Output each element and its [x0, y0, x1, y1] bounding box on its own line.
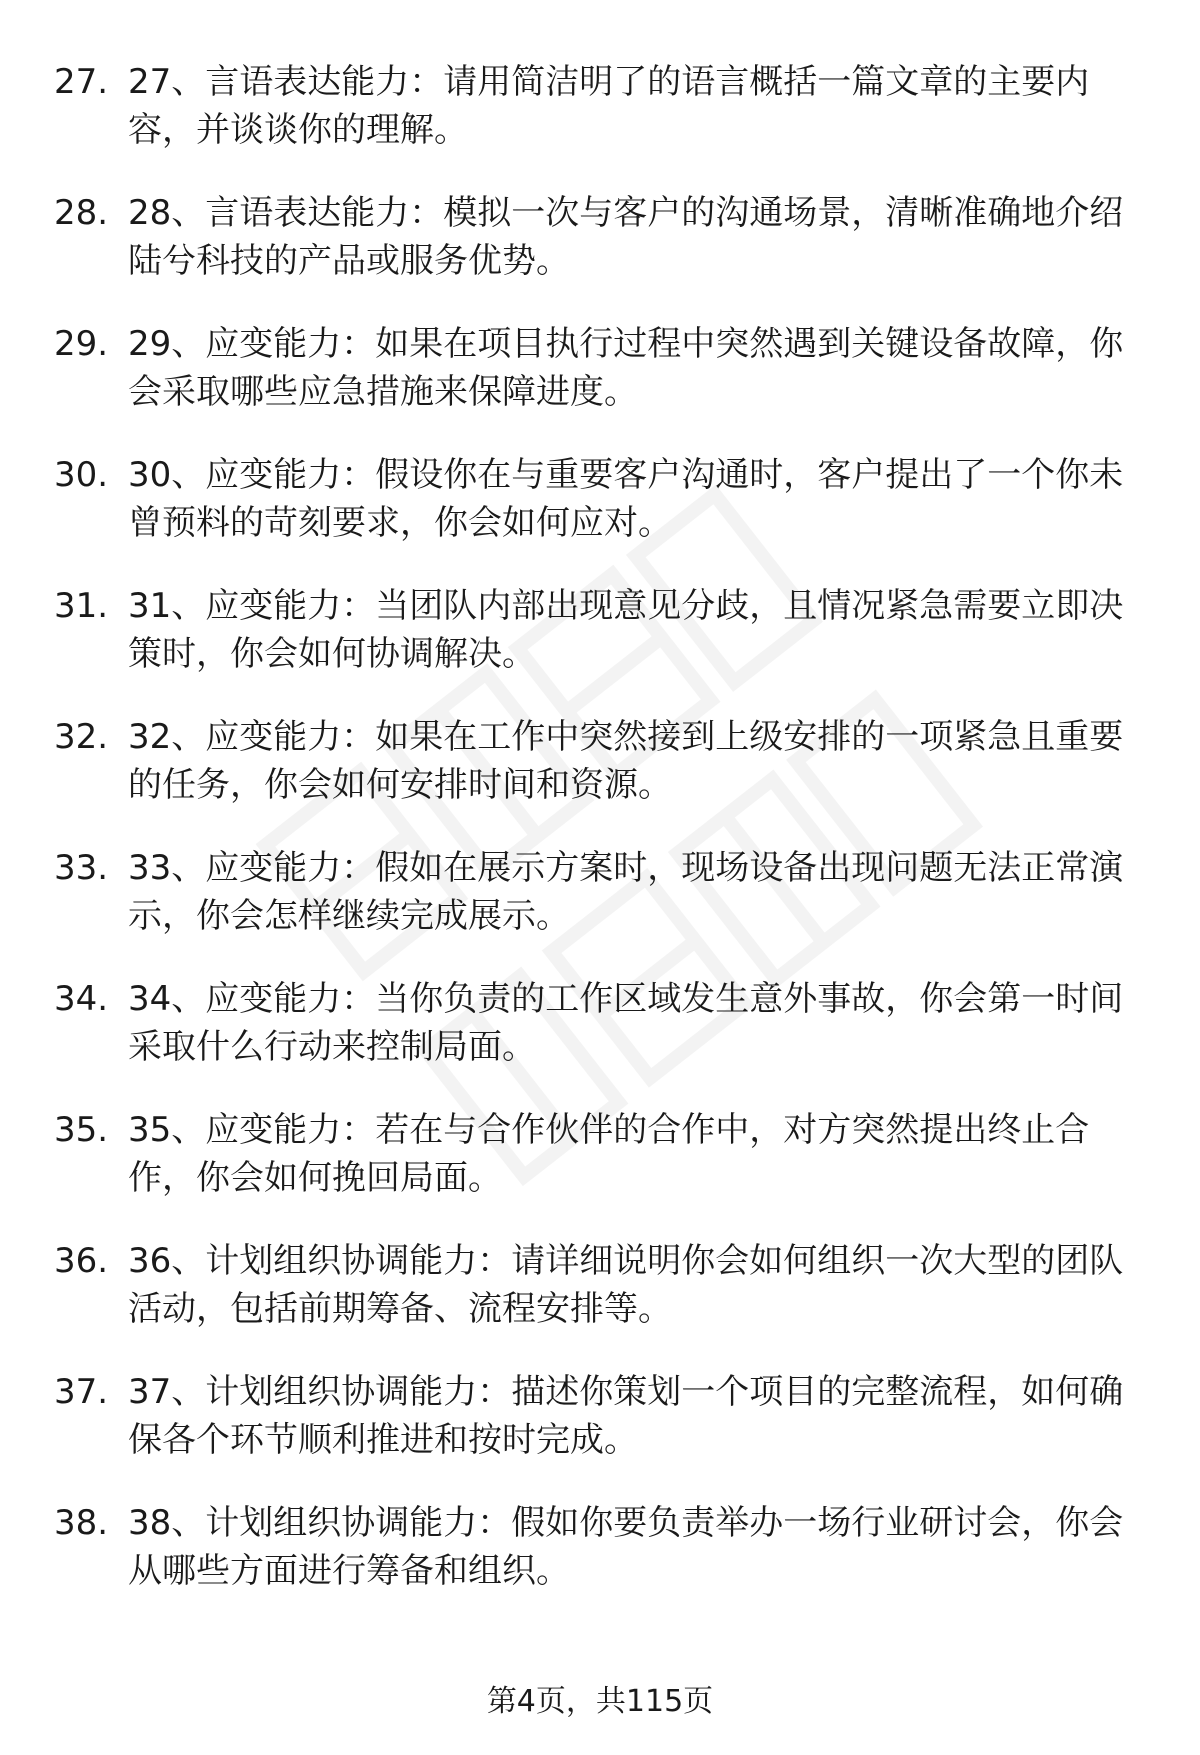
list-item — [0, 1499, 1200, 1630]
question-text: 27、言语表达能力：请用简洁明了的语言概括一篇文章的主要内容，并谈谈你的理解。 — [128, 62, 1090, 150]
question-number: 28. — [54, 193, 109, 233]
question-text: 34、应变能力：当你负责的工作区域发生意外事故，你会第一时间采取什么行动来控制局面。 — [128, 979, 1124, 1067]
question-text: 31、应变能力：当团队内部出现意见分歧，且情况紧急需要立即决策时，你会如何协调解决。 — [128, 586, 1124, 674]
list-item — [0, 713, 1200, 844]
question-text: 28、言语表达能力：模拟一次与客户的沟通场景，清晰准确地介绍陆兮科技的产品或服务优势。 — [128, 193, 1124, 281]
question-text: 29、应变能力：如果在项目执行过程中突然遇到关键设备故障，你会采取哪些应急措施来保障进度。 — [128, 324, 1124, 412]
question-text: 33、应变能力：假如在展示方案时，现场设备出现问题无法正常演示，你会怎样继续完成展示。 — [128, 848, 1124, 936]
list-item — [0, 451, 1200, 582]
question-number: 38. — [54, 1503, 109, 1543]
question-text: 32、应变能力：如果在工作中突然接到上级安排的一项紧急且重要的任务，你会如何安排时间和资源。 — [128, 717, 1124, 805]
question-number: 32. — [54, 717, 109, 757]
question-number: 34. — [54, 979, 109, 1019]
list-item — [0, 1237, 1200, 1368]
question-text: 35、应变能力：若在与合作伙伴的合作中，对方突然提出终止合作，你会如何挽回局面。 — [128, 1110, 1090, 1198]
question-text: 38、计划组织协调能力：假如你要负责举办一场行业研讨会，你会从哪些方面进行筹备和组织。 — [128, 1503, 1124, 1591]
question-list — [0, 58, 1200, 1630]
question-number: 36. — [54, 1241, 109, 1281]
page-footer: 第4页，共115页 — [486, 1684, 714, 1719]
list-item — [0, 582, 1200, 713]
question-text: 36、计划组织协调能力：请详细说明你会如何组织一次大型的团队活动，包括前期筹备、流程安排等。 — [128, 1241, 1124, 1329]
question-number: 27. — [54, 62, 109, 102]
question-number: 33. — [54, 848, 109, 888]
question-number: 29. — [54, 324, 109, 364]
list-item — [0, 58, 1200, 189]
list-item — [0, 320, 1200, 451]
question-number: 31. — [54, 586, 109, 626]
list-item — [0, 1368, 1200, 1499]
list-item — [0, 1106, 1200, 1237]
question-number: 30. — [54, 455, 109, 495]
question-text: 37、计划组织协调能力：描述你策划一个项目的完整流程，如何确保各个环节顺利推进和按时完成。 — [128, 1372, 1124, 1460]
list-item — [0, 189, 1200, 320]
question-number: 37. — [54, 1372, 109, 1412]
question-number: 35. — [54, 1110, 109, 1150]
question-text: 30、应变能力：假设你在与重要客户沟通时，客户提出了一个你未曾预料的苛刻要求，你会如何应对。 — [128, 455, 1124, 543]
list-item — [0, 844, 1200, 975]
list-item — [0, 975, 1200, 1106]
